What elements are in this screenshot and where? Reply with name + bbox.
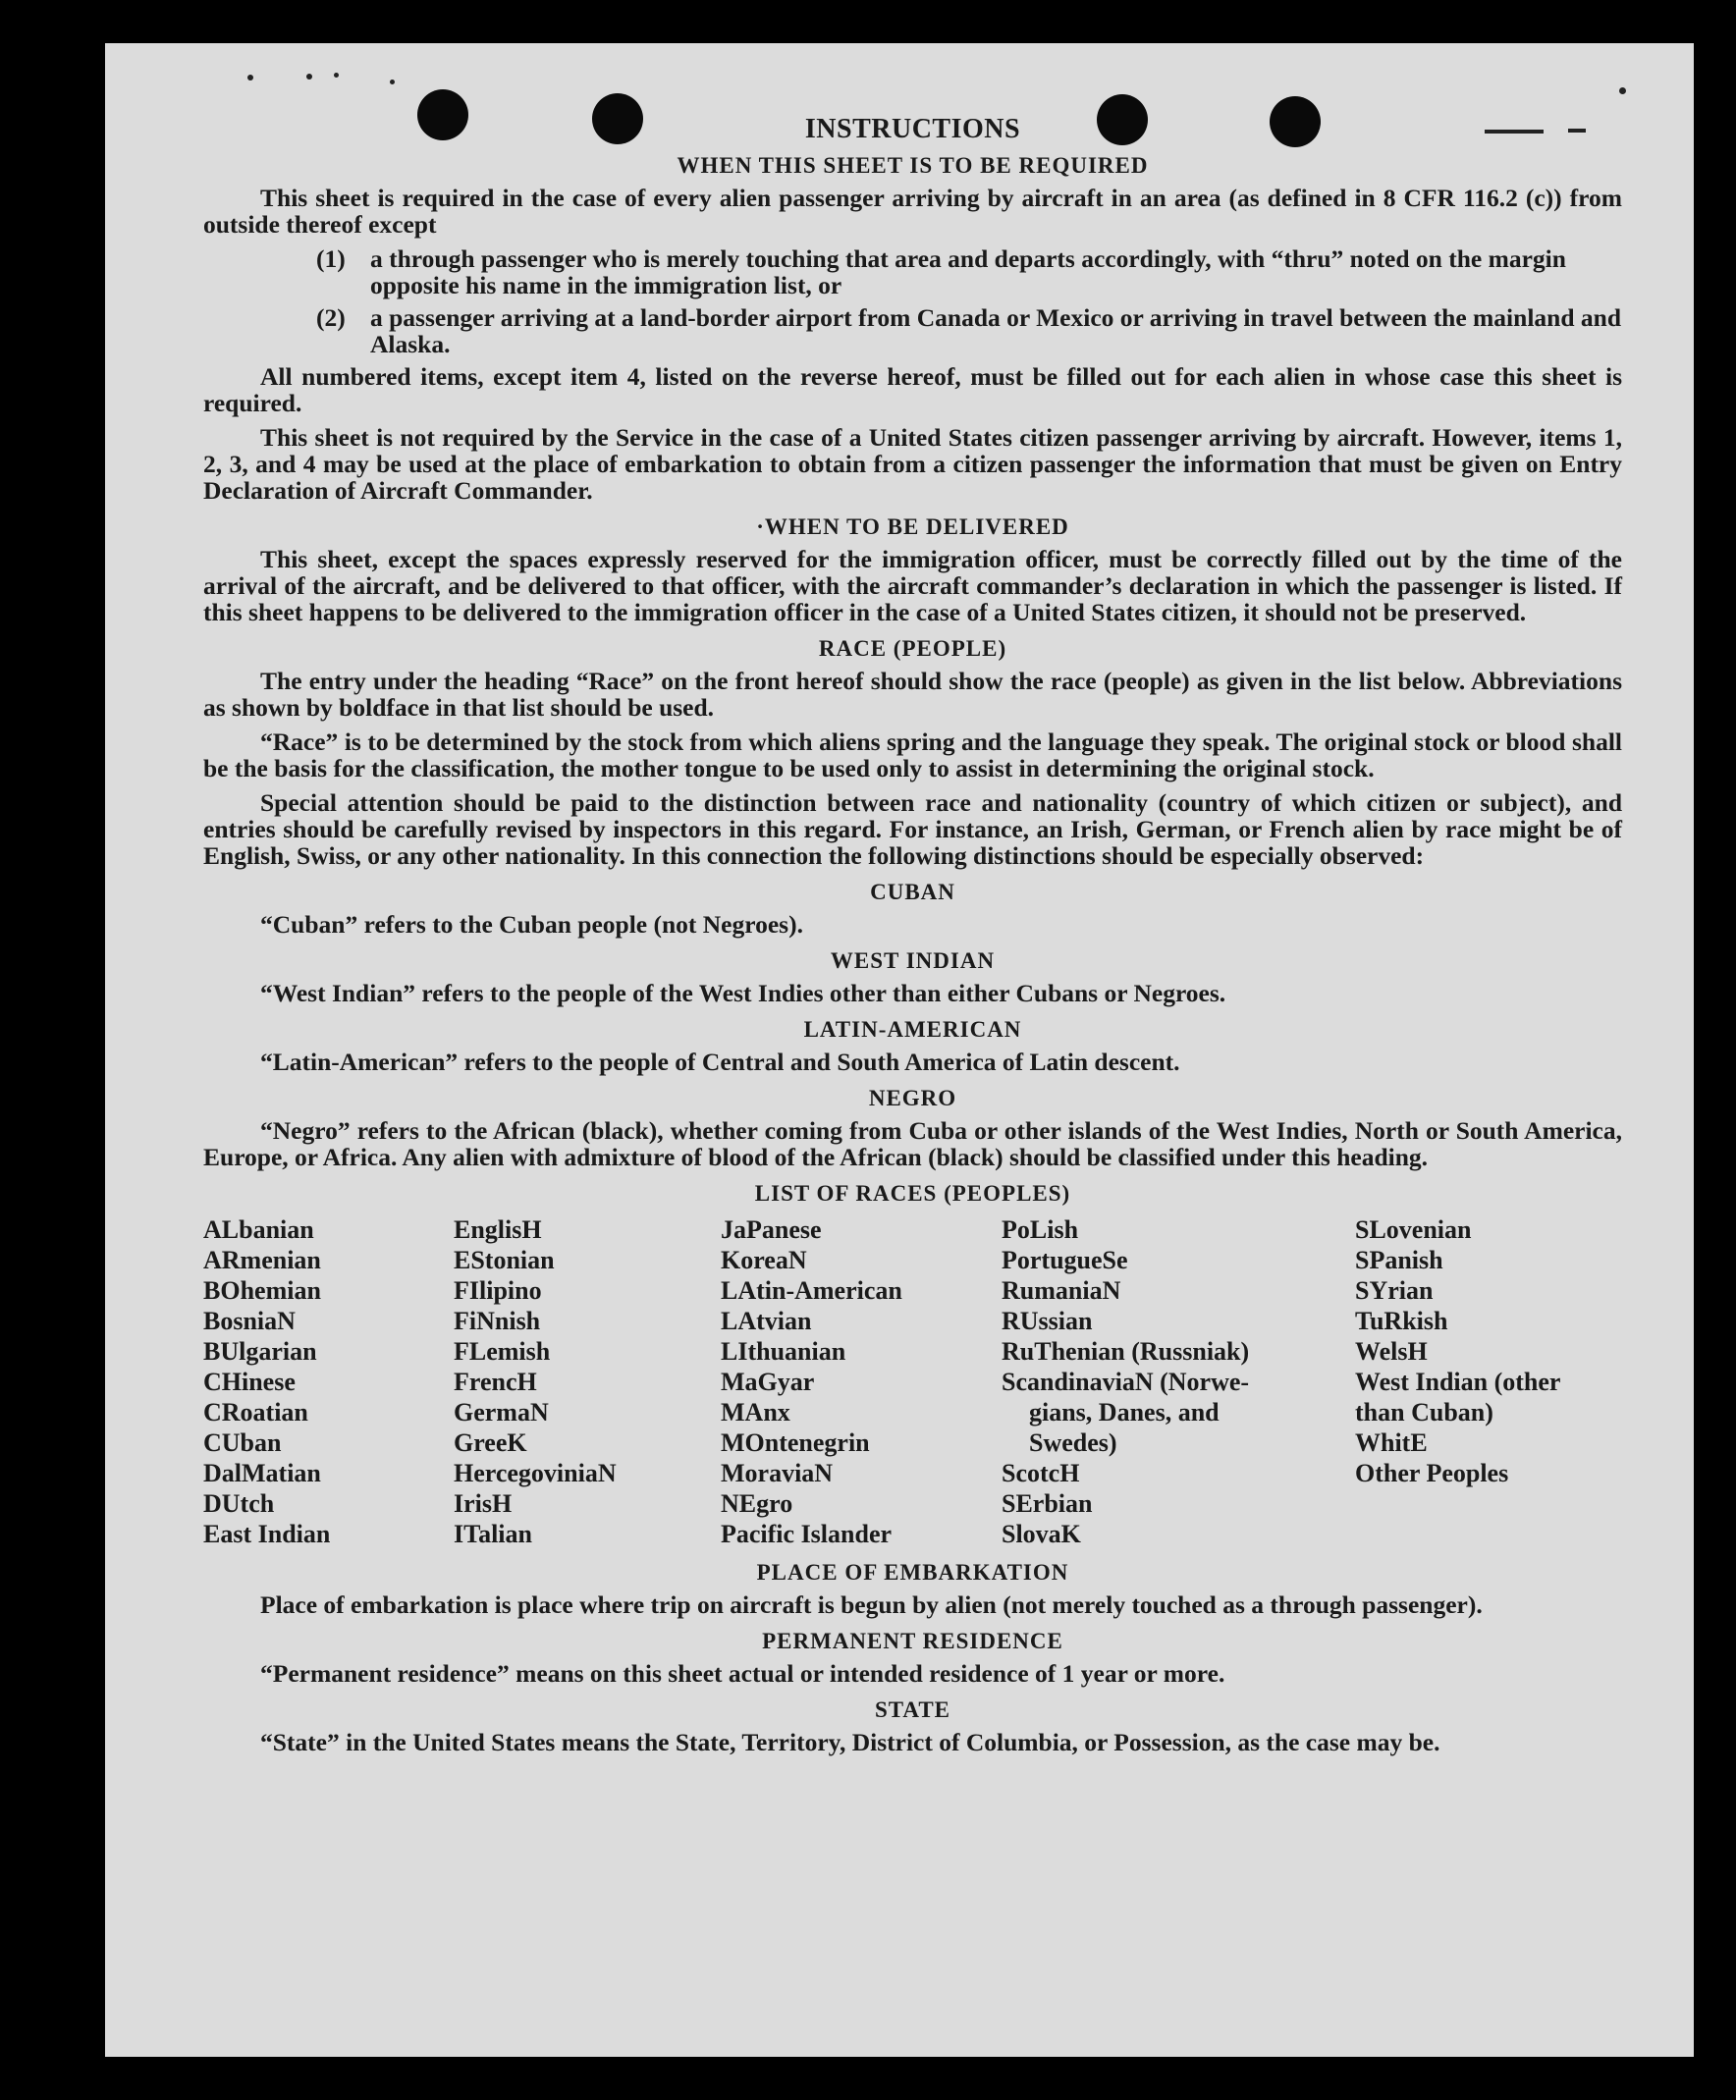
race-column-3 xyxy=(721,1214,1002,1549)
exception-item-1 xyxy=(316,245,1622,298)
race-entry: Other Peoples xyxy=(1355,1459,1509,1487)
race-entry: WelsH xyxy=(1355,1337,1428,1366)
heading-when-delivered: ·WHEN TO BE DELIVERED xyxy=(756,514,1069,539)
race-entry: FiNnish xyxy=(454,1307,541,1335)
item-text: a passenger arriving at a land-border airport from Canada or Mexico or arriving in travel between the mainland and Alaska. xyxy=(370,303,1622,358)
item-number: (2) xyxy=(316,303,346,332)
exception-item-2 xyxy=(316,304,1622,357)
para-citizen: This sheet is not required by the Service in the case of a United States citizen passenger arriving by aircraft. However, items 1, 2, 3, and 4 may be used at the place of embarkation to obtain from a citizen passenger the information that must be given on Entry Declaration of Aircraft Commander. xyxy=(203,423,1622,505)
heading-when-required: WHEN THIS SHEET IS TO BE REQUIRED xyxy=(677,153,1149,178)
race-entry: PortugueSe xyxy=(1002,1246,1128,1274)
para-race-1: The entry under the heading “Race” on the front hereof should show the race (people) as given in the list below. Abbreviations as shown by boldface in that list should be used. xyxy=(203,667,1622,722)
speck xyxy=(247,75,253,81)
heading-state: STATE xyxy=(874,1697,950,1722)
race-entry: GreeK xyxy=(454,1428,527,1457)
race-column-4 xyxy=(1002,1214,1355,1549)
race-entry: EStonian xyxy=(454,1246,555,1274)
race-entry-continued: than Cuban) xyxy=(1355,1398,1493,1427)
heading-negro: NEGRO xyxy=(868,1086,957,1110)
speck xyxy=(334,73,339,78)
race-entry: LIthuanian xyxy=(721,1337,846,1366)
page-title: INSTRUCTIONS xyxy=(804,114,1021,144)
para-numbered-items: All numbered items, except item 4, listed on the reverse hereof, must be filled out for each alien in whose case this sheet is required. xyxy=(203,362,1622,417)
race-entry: ALbanian xyxy=(203,1215,314,1244)
race-entry: West Indian (other xyxy=(1355,1368,1561,1396)
race-entry: CRoatian xyxy=(203,1398,308,1427)
race-entry: RuThenian (Russniak) xyxy=(1002,1337,1250,1366)
race-entry: EnglisH xyxy=(454,1215,542,1244)
race-entry: FIlipino xyxy=(454,1276,542,1305)
para-west-indian: “West Indian” refers to the people of the West Indies other than either Cubans or Negroes. xyxy=(260,979,1226,1007)
race-entry: LAtvian xyxy=(721,1307,812,1335)
race-entry: BosniaN xyxy=(203,1307,296,1335)
para-race-2: “Race” is to be determined by the stock from which aliens spring and the language they speak. The original stock or blood shall be the basis for the classification, the mother tongue to be used only to assist in determining the original stock. xyxy=(203,727,1622,782)
heading-embarkation: PLACE OF EMBARKATION xyxy=(756,1560,1069,1585)
race-entry: TuRkish xyxy=(1355,1307,1448,1335)
para-embarkation: Place of embarkation is place where trip on aircraft is begun by alien (not merely touched as a through passenger). xyxy=(260,1590,1483,1619)
race-list xyxy=(203,1214,1622,1549)
heading-cuban: CUBAN xyxy=(870,880,955,904)
race-entry: MAnx xyxy=(721,1398,790,1427)
race-entry: PoLish xyxy=(1002,1215,1079,1244)
race-entry: RumaniaN xyxy=(1002,1276,1121,1305)
race-entry: WhitE xyxy=(1355,1428,1428,1457)
race-entry: SlovaK xyxy=(1002,1520,1081,1548)
race-entry: GermaN xyxy=(454,1398,549,1427)
race-column-2 xyxy=(454,1214,721,1549)
race-entry: SErbian xyxy=(1002,1489,1093,1518)
para-cuban: “Cuban” refers to the Cuban people (not Negroes). xyxy=(260,910,803,939)
speck xyxy=(1619,87,1626,94)
race-entry-continued: gians, Danes, and xyxy=(1029,1398,1220,1427)
race-entry: ScotcH xyxy=(1002,1459,1080,1487)
race-entry: East Indian xyxy=(203,1520,331,1548)
race-entry: SPanish xyxy=(1355,1246,1443,1274)
race-entry: MaGyar xyxy=(721,1368,815,1396)
race-entry: CHinese xyxy=(203,1368,296,1396)
race-entry: SYrian xyxy=(1355,1276,1434,1305)
race-entry: BOhemian xyxy=(203,1276,321,1305)
heading-west-indian: WEST INDIAN xyxy=(830,948,996,973)
race-entry: JaPanese xyxy=(721,1215,822,1244)
item-number: (1) xyxy=(316,244,346,273)
race-entry: DUtch xyxy=(203,1489,275,1518)
document-page xyxy=(105,43,1694,2057)
race-entry: ITalian xyxy=(454,1520,532,1548)
speck xyxy=(306,74,312,80)
race-entry: NEgro xyxy=(721,1489,793,1518)
race-entry: DalMatian xyxy=(203,1459,321,1487)
para-required-intro: This sheet is required in the case of every alien passenger arriving by aircraft in an area (as defined in 8 CFR 116.2 (c)) from outside thereof except xyxy=(203,184,1622,239)
race-entry: SLovenian xyxy=(1355,1215,1472,1244)
para-delivery: This sheet, except the spaces expressly reserved for the immigration officer, must be correctly filled out by the time of the arrival of the aircraft, and be delivered to that officer, with the aircraft commander’s declaration in which the passenger is listed. If this sheet happens to be delivered to the immigration officer in the case of a United States citizen, it should not be preserved. xyxy=(203,545,1622,626)
race-entry: ARmenian xyxy=(203,1246,321,1274)
race-entry: MOntenegrin xyxy=(721,1428,870,1457)
para-latin-american: “Latin-American” refers to the people of Central and South America of Latin descent. xyxy=(260,1048,1180,1076)
para-state: “State” in the United States means the State, Territory, District of Columbia, or Possession, as the case may be. xyxy=(260,1728,1440,1756)
race-entry: ScandinaviaN (Norwe- xyxy=(1002,1368,1250,1396)
race-entry: IrisH xyxy=(454,1489,513,1518)
race-entry-continued: Swedes) xyxy=(1029,1428,1117,1457)
instructions-text xyxy=(203,116,1622,1763)
race-entry: FLemish xyxy=(454,1337,551,1366)
heading-race: RACE (PEOPLE) xyxy=(818,636,1007,661)
para-race-3: Special attention should be paid to the distinction between race and nationality (country of which citizen or subject), and entries should be carefully revised by inspectors in this regard. For instance, an Irish, German, or French alien by race might be of English, Swiss, or any other nationality. In this connection the following distinctions should be especially observed: xyxy=(203,788,1622,870)
para-negro: “Negro” refers to the African (black), whether coming from Cuba or other islands of the West Indies, North or South America, Europe, or Africa. Any alien with admixture of blood of the African (black) should be classified under this heading. xyxy=(203,1116,1622,1171)
race-entry: KoreaN xyxy=(721,1246,807,1274)
item-text: a through passenger who is merely touching that area and departs accordingly, with “thru” noted on the margin opposite his name in the immigration list, or xyxy=(370,244,1566,299)
heading-list-of-races: LIST OF RACES (PEOPLES) xyxy=(754,1181,1071,1206)
race-column-1 xyxy=(203,1214,454,1549)
race-entry: MoraviaN xyxy=(721,1459,834,1487)
race-entry: Pacific Islander xyxy=(721,1520,893,1548)
heading-residence: PERMANENT RESIDENCE xyxy=(762,1629,1063,1653)
para-residence: “Permanent residence” means on this sheet actual or intended residence of 1 year or more. xyxy=(260,1659,1225,1688)
heading-latin-american: LATIN-AMERICAN xyxy=(803,1017,1022,1042)
speck xyxy=(390,80,395,84)
race-entry: CUban xyxy=(203,1428,282,1457)
race-entry: BUlgarian xyxy=(203,1337,317,1366)
race-column-5 xyxy=(1355,1214,1622,1549)
race-entry: FrencH xyxy=(454,1368,537,1396)
race-entry: HercegoviniaN xyxy=(454,1459,617,1487)
race-entry: LAtin-American xyxy=(721,1276,902,1305)
race-entry: RUssian xyxy=(1002,1307,1093,1335)
